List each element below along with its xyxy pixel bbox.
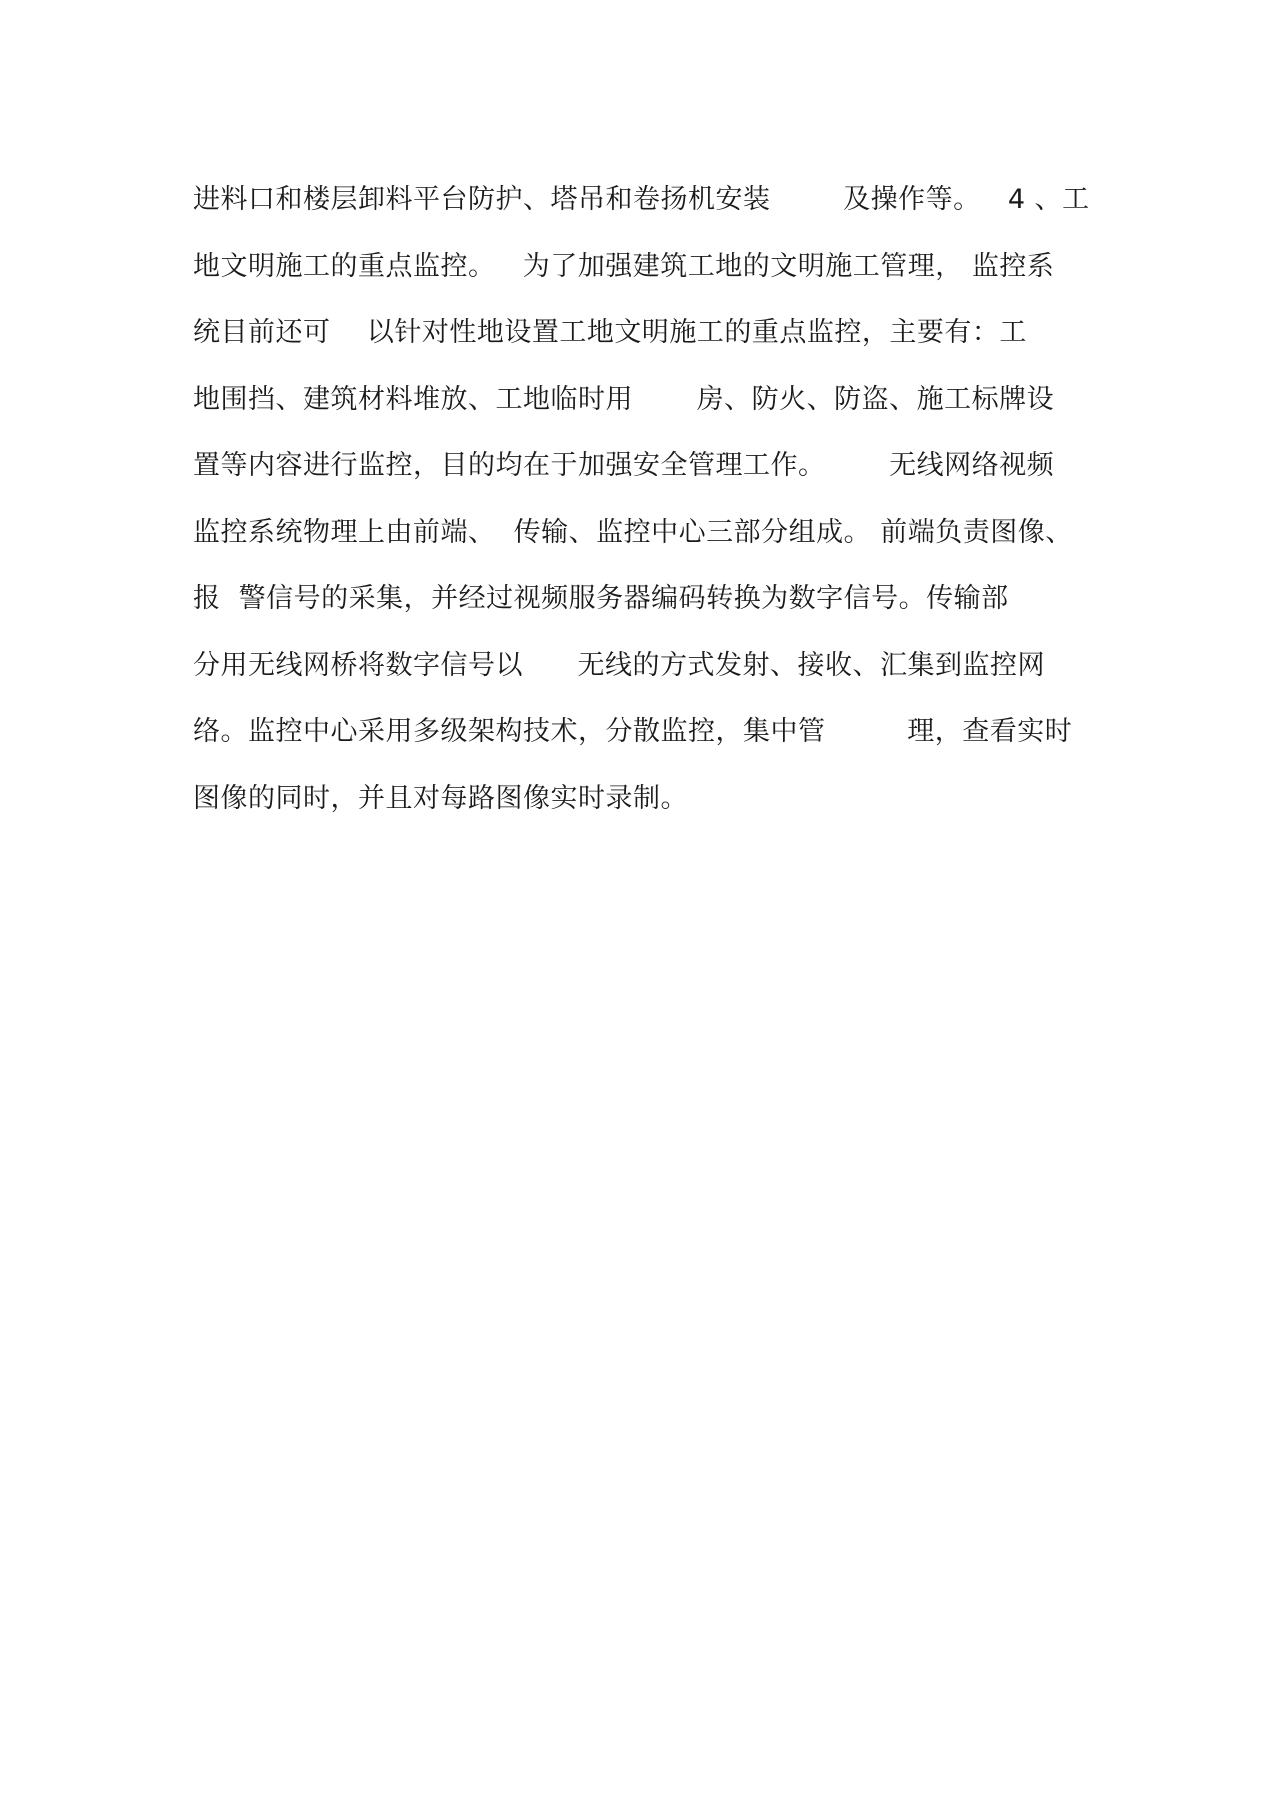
text-line-10: 图像的同时，并且对每路图像实时录制。 xyxy=(193,783,688,814)
text-line-5: 置等内容进行监控，目的均在于加强安全管理工作。 无线网络视频 xyxy=(193,450,1055,481)
text-line-9: 络。监控中心采用多级架构技术，分散监控，集中管 理，查看实时 xyxy=(193,716,1073,747)
text-line-8: 分用无线网桥将数字信号以 无线的方式发射、接收、汇集到监控网 xyxy=(193,650,1045,681)
text-line-1: 进料口和楼层卸料平台防护、塔吊和卷扬机安装 及操作等。 4 、工 xyxy=(193,184,1090,215)
text-line-7: 报 警信号的采集，并经过视频服务器编码转换为数字信号。传输部 xyxy=(193,583,1009,614)
text-line-6: 监控系统物理上由前端、 传输、监控中心三部分组成。 前端负责图像、 xyxy=(193,517,1073,548)
text-line-4: 地围挡、建筑材料堆放、工地临时用 房、防火、防盗、施工标牌设 xyxy=(193,384,1055,415)
text-line-3: 统目前还可 以针对性地设置工地文明施工的重点监控，主要有：工 xyxy=(193,317,1027,348)
text-line-2: 地文明施工的重点监控。 为了加强建筑工地的文明施工管理， 监控系 xyxy=(193,251,1055,282)
